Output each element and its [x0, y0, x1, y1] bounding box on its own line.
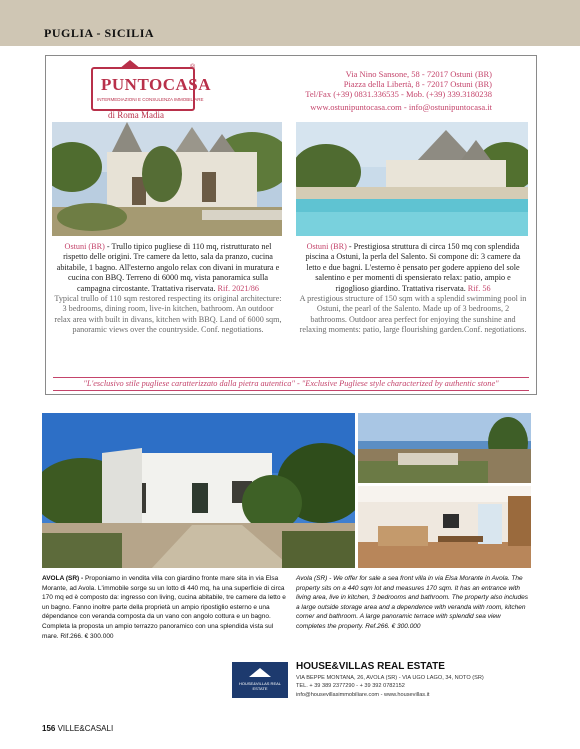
agency-name: HOUSE&VILLAS REAL ESTATE	[296, 661, 445, 672]
right-description	[298, 242, 528, 336]
phones: Tel/Fax (+39) 0831.336535 - Mob. (+39) 339.3180238	[305, 89, 492, 99]
left-location: Ostuni (BR)	[64, 242, 105, 251]
left-description	[54, 242, 282, 336]
right-location: Ostuni (BR)	[306, 242, 347, 251]
right-ref: Rif. 56	[467, 283, 491, 293]
villa-photo	[42, 413, 355, 568]
region-title: PUGLIA - SICILIA	[44, 26, 155, 40]
address-1: Via Nino Sansone, 58 - 72017 Ostuni (BR)	[345, 69, 492, 79]
trullo-photo	[52, 122, 282, 236]
puntocasa-logo	[91, 67, 211, 111]
house-villas-logo	[232, 662, 288, 698]
right-en-text: A prestigious structure of 150 sqm with a splendid swimming pool in Ostuni, the pearl of the Salento. Made up of 3 bedrooms, 2 bathrooms. Outdoor area perfect for enjoying the sunshine and relaxing moments: patio, large flourishing garden.Conf. negotiations.	[299, 294, 527, 335]
web-link[interactable]: www.ostunipuntocasa.com - info@ostunipuntocasa.it	[310, 102, 492, 112]
pool-photo	[296, 122, 528, 236]
left-it-text: - Trullo tipico pugliese di 110 mq, ristrutturato nel rispetto delle origini. Tre camere da letto, sala da pranzo, cucina abitabile, 1 bagno. All'esterno angolo relax con divani in muratura e cucina con BBQ. Terreno di 6000 mq, vista panoramica sulla campagna circostante. Trattativa riservata.	[56, 242, 280, 293]
agency-address: VIA BEPPE MONTANA, 26, AVOLA (SR) - VIA UGO LAGO, 34, NOTO (SR)	[296, 675, 484, 681]
magazine-name: VILLE&CASALI	[57, 724, 114, 733]
page-footer	[42, 724, 113, 733]
agency-phone: TEL. + 39 389 2377290 - + 39 392 0782152	[296, 683, 405, 689]
page-number: 156	[42, 724, 56, 733]
terrace-photo	[358, 413, 531, 483]
right-it-text: - Prestigiosa struttura di circa 150 mq con splendida piscina a Ostuni, la perla del Salento. Si compone di: 3 camere da letto e due bagni. L'esterno è pensato per godere appieno del sole salentino e per momenti di spensierato relax: patio, ampio e rigoglioso giardino. Trattativa riservata.	[305, 242, 521, 293]
puntocasa-ad	[45, 55, 537, 395]
logo-tagline: INTERMEDIAZIONI E CONSULENZA IMMOBILIARE	[97, 97, 204, 102]
listing-en: Avola (SR) - We offer for sale a sea front villa in via Elsa Morante in Avola. The property sits on a 440 sqm lot and measures 170 sqm. It has an entrance with living area, live in kitchen, 3 bedrooms and bathroom. The property also includes a large outside storage area and a dependence with veranda with room, kitchen corner and bathroom. A large panoramic terrace with splendid sea view completes the property. Ref.266. € 300.000	[296, 575, 528, 630]
listing-it	[42, 574, 287, 641]
listing-it-text: Proponiamo in vendita villa con giardino fronte mare sita in via Elsa Morante, ad Avola. L'immobile sorge su un lotto di 440 mq, ha una superficie di circa 170 mq ed è composto da: ingresso con living, cucina abitabile, tre camere da letto e un bagno. Fanno inoltre parte della proprietà un ampio ripostiglio esterno e una dépendance con veranda composta da un vano con angolo cottura e un bagno. Completa la proposta un ampio terrazzo panoramico con una splendida vista sul mare. Rif.266. € 300.000	[42, 575, 286, 640]
interior-photo	[358, 486, 531, 568]
logo-subtitle: di Roma Madia	[108, 110, 164, 120]
left-ref: Rif. 2021/86	[217, 283, 259, 293]
agency-email[interactable]: info@housevillasimmobiliare.com - www.housevillas.it	[296, 692, 430, 698]
registered-mark: ®	[190, 64, 196, 71]
agency-logo-text: HOUSE&VILLAS REAL ESTATE	[238, 681, 282, 691]
listing-it-lead: AVOLA (SR) -	[42, 575, 85, 582]
slogan: "L'esclusivo stile pugliese caratterizzato dalla pietra autentica" - "Exclusive Pugliese style characterized by authentic stone"	[53, 377, 529, 391]
address-2: Piazza della Libertà, 8 - 72017 Ostuni (BR)	[343, 79, 492, 89]
left-en-text: Typical trullo of 110 sqm restored respecting its original architecture: 3 bedrooms, dining room, live-in kitchen, bathroom. An outdoor relax area with built in divans, kitchen with BBQ. Land of 6000 sqm, panoramic views over the countryside. Conf. negotiations.	[54, 294, 282, 335]
logo-word: PUNTOCASA	[101, 75, 211, 94]
house-icon	[249, 668, 271, 677]
